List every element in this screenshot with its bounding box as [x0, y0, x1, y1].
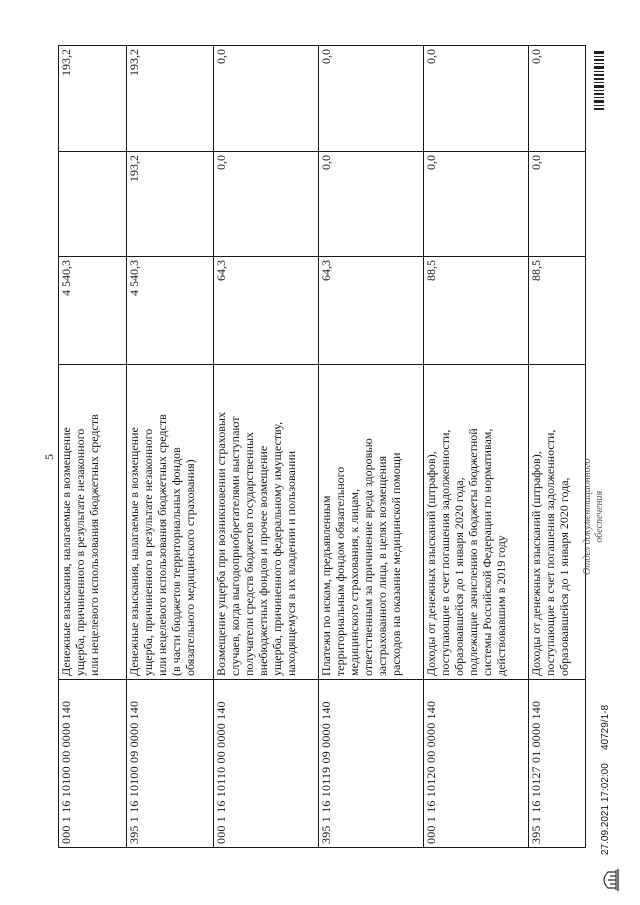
revenue-name-cell [59, 365, 127, 680]
revenue-name-line: находящемуся в их владении и пользовании [284, 450, 298, 676]
revenue-name-line: Доходы от денежных взысканий (штрафов), [424, 451, 438, 676]
budget-code-cell: 395 1 16 10100 09 0000 140 [127, 680, 214, 848]
revenue-name-cell [424, 365, 529, 680]
table-row [529, 46, 586, 848]
amount-cell-v3: 193,2 [127, 46, 214, 152]
budget-code-cell: 000 1 16 10110 00 0000 140 [214, 680, 319, 848]
revenue-name-line: получатели средств бюджетов государственных [242, 431, 256, 676]
amount-cell-v1: 88,5 [529, 257, 586, 365]
amount-cell-v3: 193,2 [59, 46, 127, 152]
amount-cell-v1: 64,3 [214, 257, 319, 365]
revenue-name-line: Возмещение ущерба при возникновении страховых [214, 412, 228, 676]
revenue-name-cell [319, 365, 424, 680]
amount-cell-v3: 0,0 [214, 46, 319, 152]
revenue-name-line: ущерба, причиненного в результате незаконного [141, 428, 155, 676]
footer-doc-id: 40729/1-8 [600, 704, 611, 750]
amount-cell-v3: 0,0 [319, 46, 424, 152]
stamp-line: Отдел документационного [582, 458, 593, 575]
table-row [127, 46, 214, 848]
emblem-icon [596, 867, 620, 893]
revenue-name-line: или нецелевого использования бюджетных средств [87, 414, 101, 676]
revenue-name-line: Платежи по искам, предъявленным [319, 495, 333, 676]
amount-cell-v1: 88,5 [424, 257, 529, 365]
table-body [59, 46, 586, 848]
revenue-name-line: образовавшейся до 1 января 2020 года, [557, 477, 571, 676]
table-row [424, 46, 529, 848]
budget-code-cell: 395 1 16 10119 09 0000 140 [319, 680, 424, 848]
revenue-name-line: ущерба, причиненного в результате незаконного [73, 428, 87, 676]
amount-cell-v1: 64,3 [319, 257, 424, 365]
amount-cell-v3: 0,0 [424, 46, 529, 152]
amount-cell-v2 [59, 152, 127, 257]
amount-cell-v1: 4 540,3 [59, 257, 127, 365]
revenue-name-line: Доходы от денежных взысканий (штрафов), [529, 451, 543, 676]
revenue-name-line: Денежные взыскания, налагаемые в возмещение [127, 427, 141, 676]
revenue-name-line: расходов на оказание медицинской помощи [389, 452, 403, 676]
table-row [319, 46, 424, 848]
stamp-line: обеспечения [594, 490, 605, 543]
revenue-name-line: (в части бюджетов территориальных фондов [169, 447, 183, 676]
revenue-name-line: поступающие в счет погашения задолженности, [438, 429, 452, 676]
revenue-name-line: ущерба, причиненного федеральному имуществу, [270, 421, 284, 676]
table-row [214, 46, 319, 848]
revenue-name-line: действовавшим в 2019 году [494, 535, 508, 676]
revenue-name-cell [127, 365, 214, 680]
revenue-name-cell [529, 365, 586, 680]
revenue-name-line: внебюджетных фондов и прочее возмещение [256, 445, 270, 676]
amount-cell-v2: 0,0 [319, 152, 424, 257]
barcode-icon [594, 50, 604, 110]
budget-revenue-table [58, 45, 586, 848]
revenue-name-cell [214, 365, 319, 680]
revenue-name-line: подлежащие зачислению в бюджеты бюджетной [466, 428, 480, 676]
revenue-name-line: застрахованного лица, в целях возмещения [375, 455, 389, 676]
budget-code-cell: 000 1 16 10100 00 0000 140 [59, 680, 127, 848]
revenue-name-line: поступающие в счет погашения задолженности, [543, 429, 557, 676]
revenue-name-line: медицинского страхования, к лицам, [347, 488, 361, 676]
amount-cell-v3: 0,0 [529, 46, 586, 152]
revenue-name-line: системы Российской Федерации по нормативам, [480, 428, 494, 676]
budget-code-cell: 000 1 16 10120 00 0000 140 [424, 680, 529, 848]
footer-date: 27.09.2021 17:02:00 [600, 763, 611, 855]
revenue-name-line: обязательного медицинского страхования) [183, 459, 197, 676]
revenue-name-line: территориальным фондом обязательного [333, 466, 347, 676]
revenue-name-line: ответственным за причинение вреда здоровью [361, 438, 375, 676]
revenue-name-line: образовавшейся до 1 января 2020 года, [452, 477, 466, 676]
table-row [59, 46, 127, 848]
revenue-name-line: случаев, когда выгодоприобретателями выступают [228, 416, 242, 676]
amount-cell-v1: 4 540,3 [127, 257, 214, 365]
department-stamp [582, 458, 606, 575]
amount-cell-v2: 0,0 [529, 152, 586, 257]
amount-cell-v2: 193,2 [127, 152, 214, 257]
revenue-name-line: Денежные взыскания, налагаемые в возмещение [59, 427, 73, 676]
amount-cell-v2: 0,0 [214, 152, 319, 257]
amount-cell-v2: 0,0 [424, 152, 529, 257]
page-number: 5 [42, 454, 56, 460]
revenue-name-line: или нецелевого использования бюджетных средств [155, 414, 169, 676]
budget-code-cell: 395 1 16 10127 01 0000 140 [529, 680, 586, 848]
